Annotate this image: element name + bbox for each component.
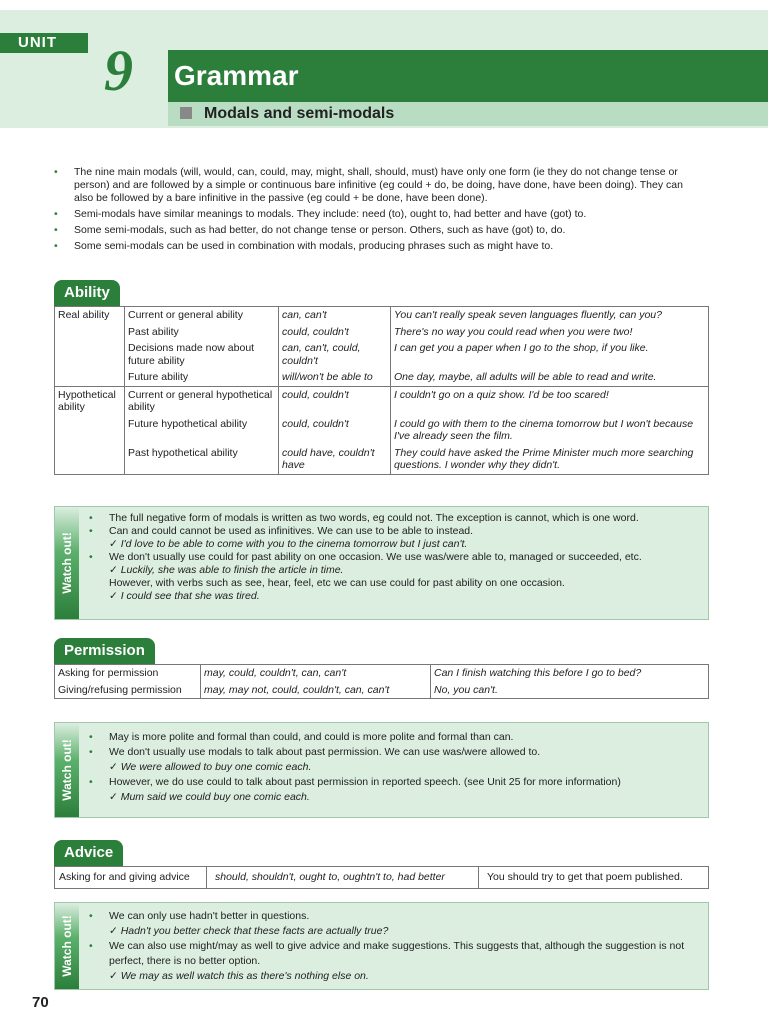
table-cell-use: Future hypothetical ability	[125, 416, 279, 445]
table-cell-use: Past hypothetical ability	[125, 445, 279, 475]
table-cell-use: Giving/refusing permission	[55, 682, 201, 699]
table-row	[55, 340, 709, 369]
page-number: 70	[32, 994, 49, 1011]
section-label-ability: Ability	[54, 280, 120, 306]
table-row	[55, 324, 709, 341]
watch-out-strip	[55, 507, 79, 619]
watch-out-strip	[55, 723, 79, 817]
square-bullet-icon	[180, 107, 192, 119]
table-cell-group: Real ability	[55, 307, 125, 387]
example-line: ✓ Luckily, she was able to finish the article in time.	[109, 564, 344, 576]
table-cell-forms: should, shouldn't, ought to, oughtn't to, had better	[207, 867, 479, 889]
example-line: ✓ Mum said we could buy one comic each.	[109, 791, 310, 803]
table-cell-use: Decisions made now about future ability	[125, 340, 279, 369]
list-item: • Can and could cannot be used as infinitives. We can use to be able to instead. ✓ I'd love to be able to come with you to the cinema tomorrow but I just can't.	[89, 525, 702, 551]
table-cell-use: Asking for and giving advice	[55, 867, 207, 889]
table-cell-forms: will/won't be able to	[279, 369, 391, 386]
watch-out-box	[54, 902, 709, 990]
table-cell-example: Can I finish watching this before I go to bed?	[431, 665, 709, 682]
page-subtitle	[168, 102, 768, 126]
example-line: ✓ We were allowed to buy one comic each.	[109, 761, 312, 773]
table-cell-forms: can, can't, could, couldn't	[279, 340, 391, 369]
table-cell-example: I couldn't go on a quiz show. I'd be too scared!	[391, 386, 709, 416]
table-cell-example: There's no way you could read when you were two!	[391, 324, 709, 341]
watch-out-label: Watch out!	[60, 915, 74, 977]
unit-number: 9	[104, 38, 133, 103]
table-row	[55, 386, 709, 416]
table-cell-forms: could have, couldn't have	[279, 445, 391, 475]
intro-list	[54, 166, 704, 256]
permission-table	[54, 664, 709, 699]
section-label-permission: Permission	[54, 638, 155, 664]
intro-item: • Some semi-modals, such as had better, do not change tense or person. Others, such as have (got) to, do.	[54, 224, 704, 237]
table-cell-forms: could, couldn't	[279, 416, 391, 445]
advice-table	[54, 866, 709, 889]
table-cell-example: No, you can't.	[431, 682, 709, 699]
note-line: However, with verbs such as see, hear, feel, etc we can use could for past ability on one occasion.	[109, 577, 565, 589]
example-line: ✓ I could see that she was tired.	[109, 590, 260, 602]
table-cell-example: You should try to get that poem published.	[479, 867, 709, 889]
table-cell-use: Current or general ability	[125, 307, 279, 324]
table-cell-forms: may, could, couldn't, can, can't	[201, 665, 431, 682]
section-label-advice: Advice	[54, 840, 123, 866]
table-cell-example: I could go with them to the cinema tomorrow but I won't because I've already seen the film.	[391, 416, 709, 445]
list-item: • We don't usually use modals to talk about past permission. We can use was/were allowed to. ✓ We were allowed to buy one comic each.	[89, 745, 702, 775]
table-row	[55, 445, 709, 475]
unit-label: UNIT	[0, 33, 88, 53]
example-line: ✓ We may as well watch this as there's nothing else on.	[109, 970, 369, 982]
table-cell-forms: may, may not, could, couldn't, can, can't	[201, 682, 431, 699]
table-cell-use: Past ability	[125, 324, 279, 341]
table-row	[55, 867, 709, 889]
table-cell-forms: could, couldn't	[279, 324, 391, 341]
intro-item: • Semi-modals have similar meanings to modals. They include: need (to), ought to, had better and have (got) to.	[54, 208, 704, 221]
list-item: • May is more polite and formal than could, and could is more polite and formal than can.	[89, 730, 702, 745]
table-row	[55, 682, 709, 699]
intro-item: • Some semi-modals can be used in combination with modals, producing phrases such as might have to.	[54, 240, 704, 253]
watch-out-label: Watch out!	[60, 739, 74, 801]
table-cell-use: Asking for permission	[55, 665, 201, 682]
watch-out-box	[54, 506, 709, 620]
watch-out-list	[89, 507, 708, 608]
watch-out-strip	[55, 903, 79, 989]
ability-table	[54, 306, 709, 475]
example-line: ✓ I'd love to be able to come with you to the cinema tomorrow but I just can't.	[109, 538, 468, 550]
table-cell-group: Hypothetical ability	[55, 386, 125, 474]
watch-out-box	[54, 722, 709, 818]
list-item: • We can only use hadn't better in questions. ✓ Hadn't you better check that these facts are actually true?	[89, 909, 702, 939]
watch-out-list	[89, 903, 708, 989]
table-cell-forms: could, couldn't	[279, 386, 391, 416]
table-cell-example: They could have asked the Prime Minister much more searching questions. I wonder why they didn't.	[391, 445, 709, 475]
table-cell-example: You can't really speak seven languages fluently, can you?	[391, 307, 709, 324]
table-cell-example: One day, maybe, all adults will be able to read and write.	[391, 369, 709, 386]
list-item: • The full negative form of modals is written as two words, eg could not. The exception is cannot, which is one word.	[89, 512, 702, 525]
example-line: ✓ Hadn't you better check that these facts are actually true?	[109, 925, 389, 937]
intro-item: • The nine main modals (will, would, can, could, may, might, shall, should, must) have only one form (ie they do not change tense or person) and are followed by a simple or continuous bare infinitive (eg could + do, be doing, have done, have been doing). They can also be followed by a bare infinitive in the passive (eg could + be done, have been done).	[54, 166, 704, 205]
table-cell-forms: can, can't	[279, 307, 391, 324]
watch-out-list	[89, 723, 708, 810]
table-cell-use: Current or general hypothetical ability	[125, 386, 279, 416]
subtitle-text: Modals and semi-modals	[204, 105, 395, 122]
list-item: • We don't usually use could for past ability on one occasion. We use was/were able to, managed or succeeded, etc. ✓ Luckily, she was able to finish the article in time. However, with verbs such as see, hear, feel, etc we can use could for past ability on one occasion. ✓ I could see that she was tired.	[89, 551, 702, 603]
watch-out-label: Watch out!	[60, 532, 74, 594]
table-row	[55, 665, 709, 682]
table-cell-use: Future ability	[125, 369, 279, 386]
table-row	[55, 416, 709, 445]
list-item: • We can also use might/may as well to give advice and make suggestions. This suggests that, although the suggestion is not perfect, there is no better option. ✓ We may as well watch this as there's nothing else on.	[89, 939, 702, 984]
table-row	[55, 307, 709, 324]
table-cell-example: I can get you a paper when I go to the shop, if you like.	[391, 340, 709, 369]
table-row	[55, 369, 709, 386]
page-title: Grammar	[168, 50, 768, 102]
list-item: • However, we do use could to talk about past permission in reported speech. (see Unit 25 for more information) ✓ Mum said we could buy one comic each.	[89, 775, 702, 805]
